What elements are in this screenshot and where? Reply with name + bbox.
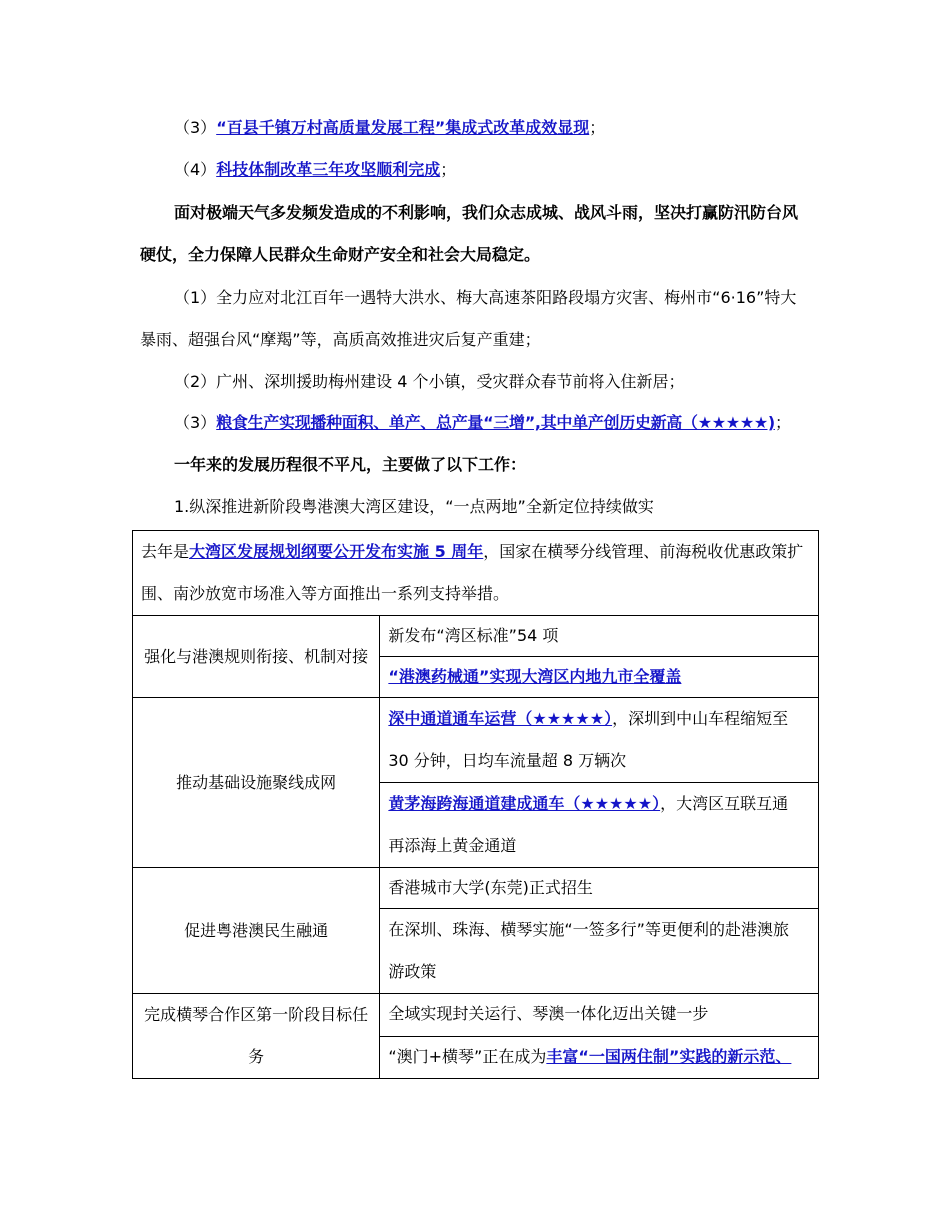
list-item-4: [140, 160, 854, 180]
cell-text: 游政策: [388, 962, 437, 981]
cell-huangmaohai: [380, 783, 819, 868]
link-shenzhong-channel[interactable]: 深中通道通车运营（★★★★★）: [388, 709, 613, 728]
punctuation: ；: [440, 160, 457, 179]
intro-text-line2: 围、南沙放宽市场准入等方面推出一系列支持举措。: [141, 584, 510, 603]
table-row: [133, 616, 819, 657]
punctuation: ；: [589, 118, 606, 137]
link-one-country[interactable]: 丰富“一国两住制”实践的新示范、: [546, 1046, 792, 1066]
link-planning-outline[interactable]: 大湾区发展规划纲要公开发布实施 5 周年: [189, 542, 484, 561]
flood-item-1-line2: 暴雨、超强台风“摩羯”等，高质高效推进灾后复产重建；: [140, 330, 541, 349]
cell-drug-device: [380, 657, 819, 698]
cell-text: ，深圳到中山车程缩短至: [612, 709, 789, 728]
link-drug-device[interactable]: “港澳药械通”实现大湾区内地九市全覆盖: [388, 667, 682, 686]
row-label-rules: 强化与港澳规则衔接、机制对接: [133, 616, 380, 698]
label-text: 完成横琴合作区第一阶段目标任: [144, 1005, 369, 1024]
flood-heading-line2: 硬仗，全力保障人民群众生命财产安全和社会大局稳定。: [140, 245, 541, 264]
cell-customs: 全域实现封关运行、琴澳一体化迈出关键一步: [380, 994, 819, 1037]
flood-heading-line1: 面对极端天气多发频发造成的不利影响，我们众志成城、战风斗雨，坚决打赢防汛防台风: [174, 203, 799, 222]
punctuation: ；: [774, 413, 791, 432]
cell-cityu: 香港城市大学(东莞)正式招生: [380, 868, 819, 909]
cell-shenzhong-channel: [380, 698, 819, 783]
cell-text: ，大湾区互联互通: [660, 794, 789, 813]
intro-cell: [133, 531, 819, 616]
intro-text: ，国家在横琴分线管理、前海税收优惠政策扩: [483, 542, 804, 561]
cell-macau-hengqin: [380, 1036, 819, 1079]
cell-text: 30 分钟，日均车流量超 8 万辆次: [388, 751, 627, 770]
work-subheading-1: 1.纵深推进新阶段粤港澳大湾区建设，“一点两地”全新定位持续做实: [174, 497, 654, 516]
cell-text: “澳门+横琴”正在成为: [388, 1046, 547, 1066]
link-huangmaohai[interactable]: 黄茅海跨海通道建成通车（★★★★★）: [388, 794, 661, 813]
flood-item-1-line1: （1）全力应对北江百年一遇特大洪水、梅大高速茶阳路段塌方灾害、梅州市“6·16”特大: [174, 288, 797, 307]
cell-text: 在深圳、珠海、横琴实施“一签多行”等更便利的赴港澳旅: [388, 920, 789, 939]
flood-item-3: [140, 413, 854, 433]
list-number: （4）: [174, 160, 217, 179]
work-heading: 一年来的发展历程很不平凡，主要做了以下工作：: [174, 455, 527, 474]
table-row: [133, 868, 819, 909]
list-number: （3）: [174, 118, 217, 137]
bay-area-table: [132, 530, 819, 1079]
row-label-livelihood: 促进粤港澳民生融通: [133, 868, 380, 994]
cell-standards: 新发布“湾区标准”54 项: [380, 616, 819, 657]
list-number: （3）: [174, 413, 217, 432]
label-text: 务: [248, 1047, 265, 1066]
table-row-intro: [133, 531, 819, 616]
row-label-hengqin: [133, 994, 380, 1079]
table-row: [133, 994, 819, 1037]
cell-visa-policy: [380, 909, 819, 994]
table-row: [133, 698, 819, 783]
flood-item-2: （2）广州、深圳援助梅州建设 4 个小镇，受灾群众春节前将入住新居；: [174, 372, 685, 391]
list-item-3: [140, 118, 854, 138]
cell-text: 再添海上黄金通道: [388, 836, 517, 855]
row-label-infrastructure: 推动基础设施聚线成网: [133, 698, 380, 868]
intro-text: 去年是: [141, 542, 190, 561]
link-baixian-project[interactable]: “百县千镇万村高质量发展工程”集成式改革成效显现: [216, 118, 590, 137]
link-tech-reform[interactable]: 科技体制改革三年攻坚顺利完成: [216, 160, 441, 179]
link-grain-production[interactable]: 粮食生产实现播种面积、单产、总产量“三增”,其中单产创历史新高（★★★★★): [216, 413, 775, 432]
